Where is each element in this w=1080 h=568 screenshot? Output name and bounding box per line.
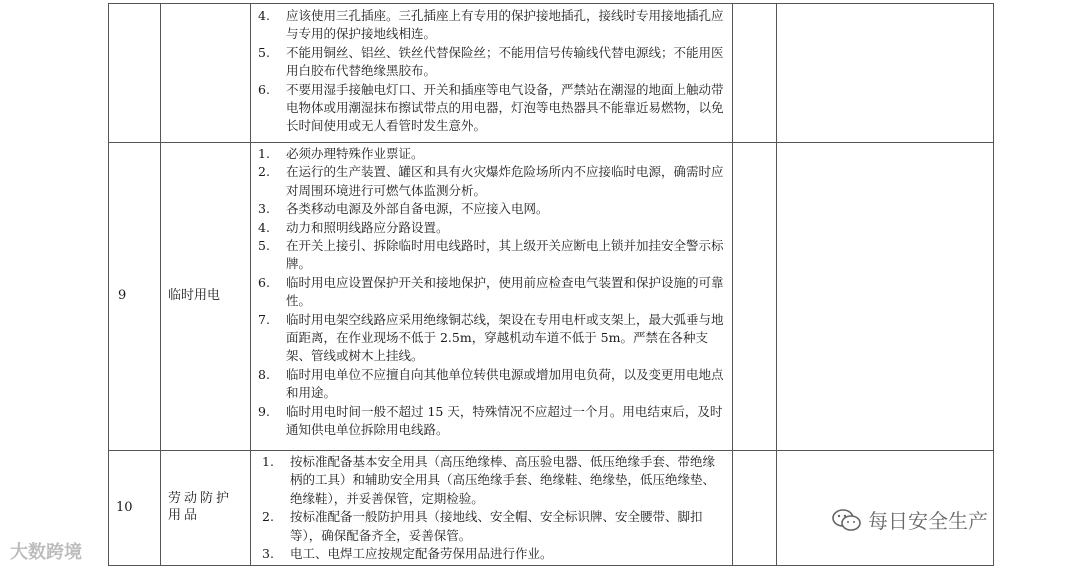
list-item: 4. 应该使用三孔插座。三孔插座上有专用的保护接地插孔，接线时专用接地插孔应与专用的保护接地线相连。 (258, 8, 724, 42)
list-item: 9. 临时用电时间一般不超过 15 天，特殊情况不应超过一个月。用电结束后，及时通知供电单位拆除用电线路。 (258, 403, 723, 438)
list-item: 5. 不能用铜丝、铝丝、铁丝代替保险丝；不能用信号传输线代替电源线；不能用医用白胶布代替绝缘黑胶布。 (258, 44, 724, 79)
list-item: 8. 临时用电单位不应擅自向其他单位转供电源或增加用电负荷，以及变更用电地点和用途。 (258, 366, 724, 401)
table-border-left (108, 3, 109, 565)
row-number: 9 (118, 288, 127, 303)
list-item: 3. 各类移动电源及外部自备电源，不应接入电网。 (258, 201, 549, 217)
row-divider (108, 450, 994, 451)
wechat-icon (832, 508, 862, 532)
requirements-list (262, 453, 724, 563)
list-item: 4. 动力和照明线路应分路设置。 (258, 219, 449, 235)
list-item: 6. 临时用电应设置保护开关和接地保护，使用前应检查电气装置和保护设施的可靠性。 (258, 274, 724, 309)
list-item: 2. 按标准配备一般防护用具（接地线、安全帽、安全标识牌、安全腰带、脚扣等），确保配备齐全，妥善保管。 (262, 509, 703, 543)
list-item: 5. 在开关上接引、拆除临时用电线路时，其上级开关应断电上锁并加挂安全警示标牌。 (258, 238, 724, 272)
column-divider (732, 3, 733, 565)
requirements-list (258, 145, 728, 440)
table-border-top (108, 3, 994, 4)
list-item: 1. 按标准配备基本安全用具（高压绝缘棒、高压验电器、低压绝缘手套、带绝缘柄的工具）和辅助安全用具（高压绝缘手套、绝缘鞋、绝缘垫，低压绝缘垫、绝缘鞋），并妥善保管，定期检验。 (262, 454, 716, 506)
watermark-right (832, 505, 988, 534)
row-divider (108, 142, 994, 143)
table-border-right (993, 3, 994, 565)
category-name: 劳动防护用品 (168, 491, 233, 523)
table-border-bottom (108, 565, 994, 566)
column-divider (160, 3, 161, 565)
row-number: 10 (116, 500, 133, 515)
requirements-list (258, 7, 728, 136)
list-item: 7. 临时用电架空线路应采用绝缘铜芯线，架设在专用电杆或支架上，最大弧垂与地面距离，在作业现场不低于 2.5m，穿越机动车道不低于 5m。严禁在各种支架、管线或树木上挂线。 (258, 311, 724, 364)
column-divider (776, 3, 777, 565)
list-item: 2. 在运行的生产装置、罐区和具有火灾爆炸危险场所内不应接临时电源，确需时应对周围环境进行可燃气体监测分析。 (258, 164, 724, 198)
watermark-text: 每日安全生产 (868, 509, 988, 533)
category-name: 临时用电 (168, 288, 221, 303)
watermark-left: 大数跨境 (10, 542, 82, 563)
list-item: 1. 必须办理特殊作业票证。 (258, 146, 424, 161)
column-divider (250, 3, 251, 565)
list-item: 6. 不要用湿手接触电灯口、开关和插座等电气设备，严禁站在潮湿的地面上触动带电物体或用潮湿抹布擦试带点的用电器，灯泡等电热器具不能靠近易燃物，以免长时间使用或无人看管时发生意外。 (258, 81, 724, 134)
list-item: 3. 电工、电焊工应按规定配备劳保用品进行作业。 (262, 546, 553, 562)
